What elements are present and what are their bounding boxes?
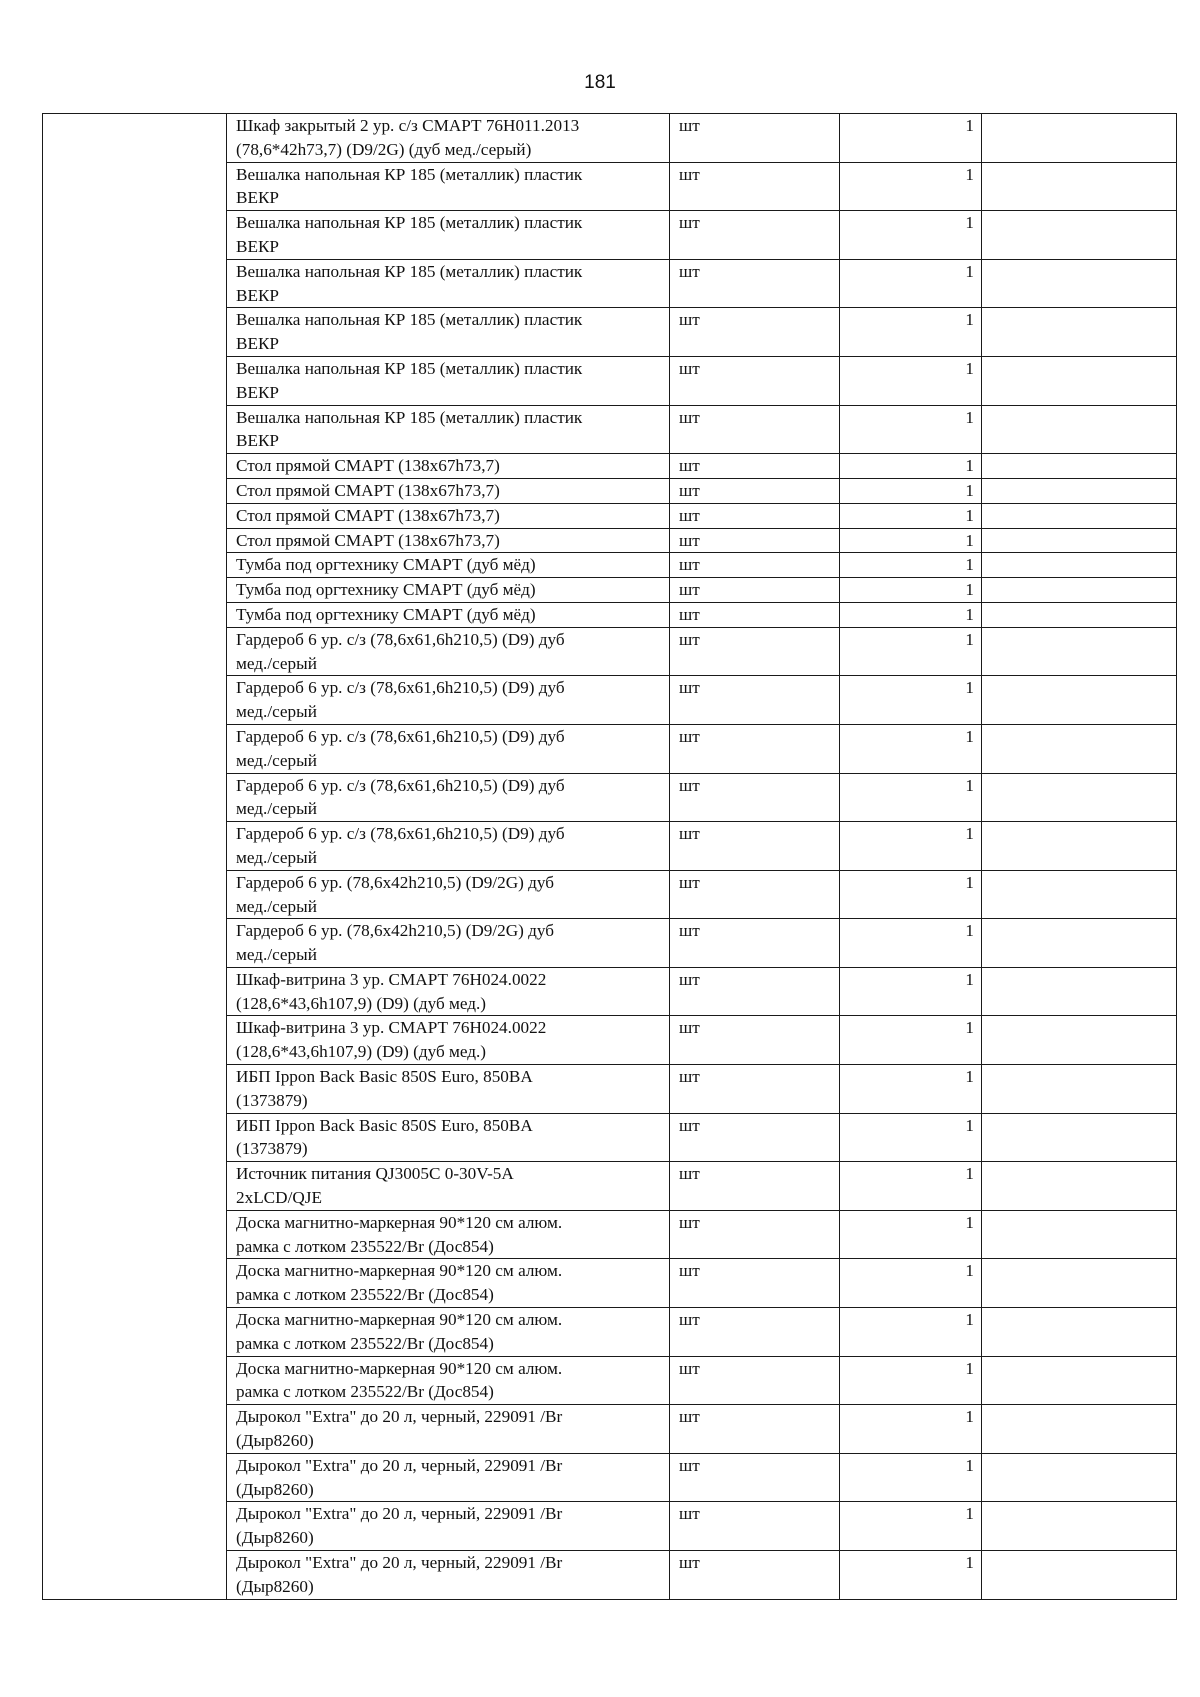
quantity-cell: 1 [840, 1405, 982, 1454]
unit-cell: шт [670, 1308, 840, 1357]
note-cell [982, 1356, 1177, 1405]
unit-cell: шт [670, 162, 840, 211]
unit-cell: шт [670, 405, 840, 454]
item-name-line: мед./серый [236, 847, 317, 867]
item-name-line: Стол прямой СМАРТ (138х67h73,7) [236, 505, 500, 525]
item-name-line: Гардероб 6 ур. с/з (78,6х61,6h210,5) (D9) дуб [236, 726, 565, 746]
item-name-line: Стол прямой СМАРТ (138х67h73,7) [236, 480, 500, 500]
item-name-line: (128,6*43,6h107,9) (D9) (дуб мед.) [236, 1042, 487, 1062]
item-name-cell [227, 1502, 670, 1551]
unit-cell: шт [670, 822, 840, 871]
note-cell [982, 1065, 1177, 1114]
quantity-cell: 1 [840, 1453, 982, 1502]
item-name-line: Дырокол "Extra" до 20 л, черный, 229091 /Br [236, 1504, 563, 1524]
quantity-cell: 1 [840, 627, 982, 676]
unit-cell: шт [670, 211, 840, 260]
item-name-cell [227, 308, 670, 357]
item-name-cell [227, 724, 670, 773]
item-name-cell [227, 627, 670, 676]
note-cell [982, 211, 1177, 260]
page-number: 181 [584, 72, 616, 93]
item-name-line: Вешалка напольная КР 185 (металлик) пластик [236, 261, 583, 281]
item-name-line: (Дыр8260) [236, 1576, 314, 1596]
note-cell [982, 454, 1177, 479]
quantity-cell: 1 [840, 602, 982, 627]
unit-cell: шт [670, 1502, 840, 1551]
item-name-line: Шкаф закрытый 2 ур. с/з СМАРТ 76Н011.2013 [236, 116, 580, 135]
item-name-line: Доска магнитно-маркерная 90*120 см алюм. [236, 1261, 563, 1281]
item-name-line: Гардероб 6 ур. с/з (78,6х61,6h210,5) (D9) дуб [236, 824, 565, 844]
item-name-line: мед./серый [236, 945, 317, 965]
item-name-cell [227, 478, 670, 503]
item-name-line: (1373879) [236, 1139, 308, 1159]
item-name-line: мед./серый [236, 799, 317, 819]
quantity-cell: 1 [840, 1113, 982, 1162]
item-name-line: Гардероб 6 ур. с/з (78,6х61,6h210,5) (D9) дуб [236, 775, 565, 795]
quantity-cell: 1 [840, 1016, 982, 1065]
item-name-cell [227, 211, 670, 260]
item-name-cell [227, 1016, 670, 1065]
quantity-cell: 1 [840, 676, 982, 725]
unit-cell: шт [670, 1016, 840, 1065]
item-name-line: Гардероб 6 ур. с/з (78,6х61,6h210,5) (D9) дуб [236, 678, 565, 698]
quantity-cell: 1 [840, 259, 982, 308]
unit-cell: шт [670, 1453, 840, 1502]
quantity-cell: 1 [840, 162, 982, 211]
quantity-cell: 1 [840, 1308, 982, 1357]
item-name-cell [227, 822, 670, 871]
note-cell [982, 405, 1177, 454]
item-name-line: Дырокол "Extra" до 20 л, черный, 229091 /Br [236, 1407, 563, 1427]
item-name-line: (Дыр8260) [236, 1479, 314, 1499]
note-cell [982, 578, 1177, 603]
quantity-cell: 1 [840, 503, 982, 528]
item-name-line: (Дыр8260) [236, 1431, 314, 1451]
quantity-cell: 1 [840, 1259, 982, 1308]
item-name-cell [227, 967, 670, 1016]
quantity-cell: 1 [840, 724, 982, 773]
note-cell [982, 870, 1177, 919]
unit-cell: шт [670, 259, 840, 308]
unit-cell: шт [670, 676, 840, 725]
empty-group-cell [43, 114, 227, 1600]
item-name-line: ВЕКР [236, 236, 279, 256]
item-name-cell [227, 1551, 670, 1600]
item-name-line: Тумба под оргтехнику СМАРТ (дуб мёд) [236, 555, 536, 575]
item-name-cell [227, 1308, 670, 1357]
note-cell [982, 478, 1177, 503]
note-cell [982, 1405, 1177, 1454]
item-name-cell [227, 454, 670, 479]
note-cell [982, 503, 1177, 528]
item-name-line: 2xLCD/QJE [236, 1188, 322, 1208]
item-name-cell [227, 1113, 670, 1162]
quantity-cell: 1 [840, 773, 982, 822]
unit-cell: шт [670, 919, 840, 968]
unit-cell: шт [670, 478, 840, 503]
unit-cell: шт [670, 503, 840, 528]
unit-cell: шт [670, 627, 840, 676]
note-cell [982, 553, 1177, 578]
note-cell [982, 627, 1177, 676]
item-name-line: Вешалка напольная КР 185 (металлик) пластик [236, 164, 583, 184]
note-cell [982, 919, 1177, 968]
item-name-line: рамка с лотком 235522/Br (Дос854) [236, 1285, 494, 1305]
quantity-cell: 1 [840, 578, 982, 603]
note-cell [982, 1259, 1177, 1308]
item-name-cell [227, 405, 670, 454]
item-name-cell [227, 114, 670, 163]
unit-cell: шт [670, 1113, 840, 1162]
quantity-cell: 1 [840, 1210, 982, 1259]
item-name-line: Шкаф-витрина 3 ур. СМАРТ 76Н024.0022 [236, 969, 547, 989]
item-name-cell [227, 1065, 670, 1114]
quantity-cell: 1 [840, 1356, 982, 1405]
note-cell [982, 528, 1177, 553]
item-name-cell [227, 919, 670, 968]
item-name-cell [227, 1356, 670, 1405]
item-name-cell [227, 162, 670, 211]
item-name-line: рамка с лотком 235522/Br (Дос854) [236, 1333, 494, 1353]
item-name-cell [227, 1453, 670, 1502]
note-cell [982, 356, 1177, 405]
unit-cell: шт [670, 528, 840, 553]
item-name-cell [227, 602, 670, 627]
item-name-line: ИБП Ippon Back Basic 850S Euro, 850BA [236, 1115, 533, 1135]
item-name-cell [227, 503, 670, 528]
note-cell [982, 1162, 1177, 1211]
quantity-cell: 1 [840, 1551, 982, 1600]
item-name-line: Доска магнитно-маркерная 90*120 см алюм. [236, 1358, 563, 1378]
note-cell [982, 822, 1177, 871]
item-name-line: мед./серый [236, 653, 317, 673]
note-cell [982, 1016, 1177, 1065]
item-name-line: Вешалка напольная КР 185 (металлик) пластик [236, 213, 583, 233]
quantity-cell: 1 [840, 919, 982, 968]
unit-cell: шт [670, 1210, 840, 1259]
inventory-table-container [42, 113, 1177, 1600]
item-name-line: Источник питания QJ3005C 0-30V-5A [236, 1164, 514, 1184]
unit-cell: шт [670, 724, 840, 773]
item-name-line: Гардероб 6 ур. (78,6х42h210,5) (D9/2G) дуб [236, 872, 555, 892]
quantity-cell: 1 [840, 528, 982, 553]
item-name-cell [227, 528, 670, 553]
quantity-cell: 1 [840, 405, 982, 454]
item-name-cell [227, 1259, 670, 1308]
item-name-line: ВЕКР [236, 382, 279, 402]
item-name-line: (78,6*42h73,7) (D9/2G) (дуб мед./серый) [236, 139, 532, 159]
unit-cell: шт [670, 967, 840, 1016]
note-cell [982, 162, 1177, 211]
note-cell [982, 724, 1177, 773]
item-name-line: мед./серый [236, 702, 317, 722]
item-name-cell [227, 676, 670, 725]
item-name-line: ИБП Ippon Back Basic 850S Euro, 850BA [236, 1067, 533, 1087]
item-name-line: (Дыр8260) [236, 1528, 314, 1548]
quantity-cell: 1 [840, 822, 982, 871]
item-name-line: Дырокол "Extra" до 20 л, черный, 229091 /Br [236, 1553, 563, 1573]
inventory-table [42, 113, 1177, 1600]
note-cell [982, 1113, 1177, 1162]
table-row [43, 114, 1177, 163]
item-name-line: Вешалка напольная КР 185 (металлик) пластик [236, 310, 583, 330]
item-name-line: Стол прямой СМАРТ (138х67h73,7) [236, 456, 500, 476]
unit-cell: шт [670, 454, 840, 479]
unit-cell: шт [670, 1405, 840, 1454]
item-name-line: мед./серый [236, 750, 317, 770]
note-cell [982, 1210, 1177, 1259]
unit-cell: шт [670, 1065, 840, 1114]
item-name-cell [227, 356, 670, 405]
quantity-cell: 1 [840, 356, 982, 405]
quantity-cell: 1 [840, 211, 982, 260]
item-name-line: Тумба под оргтехнику СМАРТ (дуб мёд) [236, 604, 536, 624]
quantity-cell: 1 [840, 1065, 982, 1114]
note-cell [982, 602, 1177, 627]
item-name-line: рамка с лотком 235522/Br (Дос854) [236, 1382, 494, 1402]
item-name-line: рамка с лотком 235522/Br (Дос854) [236, 1236, 494, 1256]
item-name-line: Гардероб 6 ур. (78,6х42h210,5) (D9/2G) дуб [236, 921, 555, 941]
unit-cell: шт [670, 870, 840, 919]
inventory-table-body [43, 114, 1177, 1600]
item-name-line: ВЕКР [236, 188, 279, 208]
item-name-cell [227, 773, 670, 822]
note-cell [982, 967, 1177, 1016]
note-cell [982, 1502, 1177, 1551]
quantity-cell: 1 [840, 1162, 982, 1211]
item-name-line: ВЕКР [236, 431, 279, 451]
item-name-line: Доска магнитно-маркерная 90*120 см алюм. [236, 1310, 563, 1330]
unit-cell: шт [670, 1162, 840, 1211]
item-name-cell [227, 259, 670, 308]
item-name-cell [227, 578, 670, 603]
unit-cell: шт [670, 114, 840, 163]
quantity-cell: 1 [840, 1502, 982, 1551]
quantity-cell: 1 [840, 114, 982, 163]
note-cell [982, 1308, 1177, 1357]
item-name-line: мед./серый [236, 896, 317, 916]
unit-cell: шт [670, 1259, 840, 1308]
quantity-cell: 1 [840, 308, 982, 357]
note-cell [982, 114, 1177, 163]
unit-cell: шт [670, 356, 840, 405]
quantity-cell: 1 [840, 478, 982, 503]
item-name-line: Тумба под оргтехнику СМАРТ (дуб мёд) [236, 580, 536, 600]
item-name-cell [227, 1210, 670, 1259]
unit-cell: шт [670, 602, 840, 627]
item-name-line: Вешалка напольная КР 185 (металлик) пластик [236, 358, 583, 378]
item-name-line: Дырокол "Extra" до 20 л, черный, 229091 /Br [236, 1455, 563, 1475]
item-name-line: ВЕКР [236, 285, 279, 305]
quantity-cell: 1 [840, 967, 982, 1016]
note-cell [982, 676, 1177, 725]
item-name-line: Доска магнитно-маркерная 90*120 см алюм. [236, 1212, 563, 1232]
item-name-cell [227, 1405, 670, 1454]
note-cell [982, 259, 1177, 308]
item-name-line: Стол прямой СМАРТ (138х67h73,7) [236, 530, 500, 550]
quantity-cell: 1 [840, 454, 982, 479]
note-cell [982, 773, 1177, 822]
unit-cell: шт [670, 578, 840, 603]
unit-cell: шт [670, 1551, 840, 1600]
unit-cell: шт [670, 308, 840, 357]
item-name-cell [227, 1162, 670, 1211]
item-name-cell [227, 553, 670, 578]
item-name-line: ВЕКР [236, 334, 279, 354]
quantity-cell: 1 [840, 870, 982, 919]
item-name-line: (1373879) [236, 1090, 308, 1110]
unit-cell: шт [670, 773, 840, 822]
note-cell [982, 308, 1177, 357]
item-name-line: Гардероб 6 ур. с/з (78,6х61,6h210,5) (D9) дуб [236, 629, 565, 649]
note-cell [982, 1453, 1177, 1502]
item-name-line: (128,6*43,6h107,9) (D9) (дуб мед.) [236, 993, 487, 1013]
unit-cell: шт [670, 1356, 840, 1405]
item-name-line: Вешалка напольная КР 185 (металлик) пластик [236, 407, 583, 427]
unit-cell: шт [670, 553, 840, 578]
note-cell [982, 1551, 1177, 1600]
item-name-cell [227, 870, 670, 919]
item-name-line: Шкаф-витрина 3 ур. СМАРТ 76Н024.0022 [236, 1018, 547, 1038]
quantity-cell: 1 [840, 553, 982, 578]
